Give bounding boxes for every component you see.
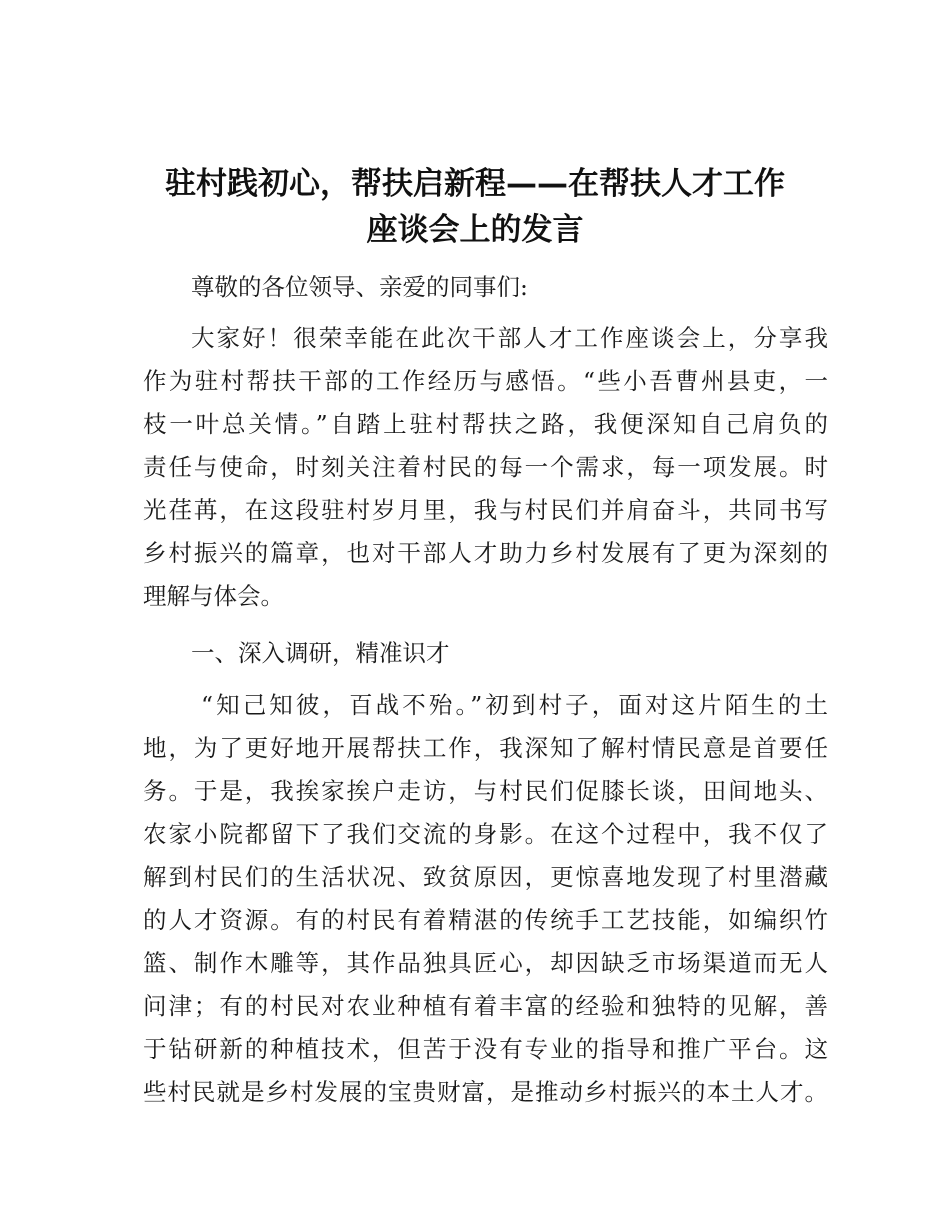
paragraph-line: 大家好！很荣幸能在此次干部人才工作座谈会上，分享我 [191,324,828,352]
section-heading-1 [143,632,828,675]
paragraph-line: 些村民就是乡村发展的宝贵财富，是推动乡村振兴的本土人才。 [143,1078,828,1106]
paragraph-line: 务。于是，我挨家挨户走访，与村民们促膝长谈，田间地头、 [143,777,828,805]
paragraph-line: 于钻研新的种植技术，但苦于没有专业的指导和推广平台。这 [143,1035,828,1063]
paragraph-line: 篮、制作木雕等，其作品独具匠心，却因缺乏市场渠道而无人 [143,949,828,977]
document-title-line-2: 座谈会上的发言 [366,212,584,248]
paragraph-line: 问津；有的村民对农业种植有着丰富的经验和独特的见解，善 [143,992,828,1020]
paragraph-line: 枝一叶总关情。”自踏上驻村帮扶之路，我便深知自己肩负的 [143,410,828,438]
paragraph-1 [143,317,828,618]
salutation [143,266,828,309]
section-heading-text: 一、深入调研，精准识才 [191,639,450,667]
paragraph-line: 光荏苒，在这段驻村岁月里，我与村民们并肩奋斗，共同书写 [143,496,828,524]
document-title-line-1: 驻村践初心，帮扶启新程——在帮扶人才工作 [165,166,785,202]
paragraph-line: 地，为了更好地开展帮扶工作，我深知了解村情民意是首要任 [143,734,828,762]
paragraph-line: 责任与使命，时刻关注着村民的每一个需求，每一项发展。时 [143,453,828,481]
salutation-text: 尊敬的各位领导、亲爱的同事们: [191,273,528,301]
paragraph-line: 乡村振兴的篇章，也对干部人才助力乡村发展有了更为深刻的 [143,539,828,567]
paragraph-line: 作为驻村帮扶干部的工作经历与感悟。“些小吾曹州县吏，一 [143,367,828,395]
paragraph-line: 的人才资源。有的村民有着精湛的传统手工艺技能，如编织竹 [143,906,828,934]
paragraph-line: “知己知彼，百战不殆。”初到村子，面对这片陌生的土 [201,691,828,719]
paragraph-line: 解到村民们的生活状况、致贫原因，更惊喜地发现了村里潜藏 [143,863,828,891]
paragraph-line: 农家小院都留下了我们交流的身影。在这个过程中，我不仅了 [143,820,828,848]
paragraph-2 [143,684,828,1114]
paragraph-line: 理解与体会。 [143,582,284,610]
